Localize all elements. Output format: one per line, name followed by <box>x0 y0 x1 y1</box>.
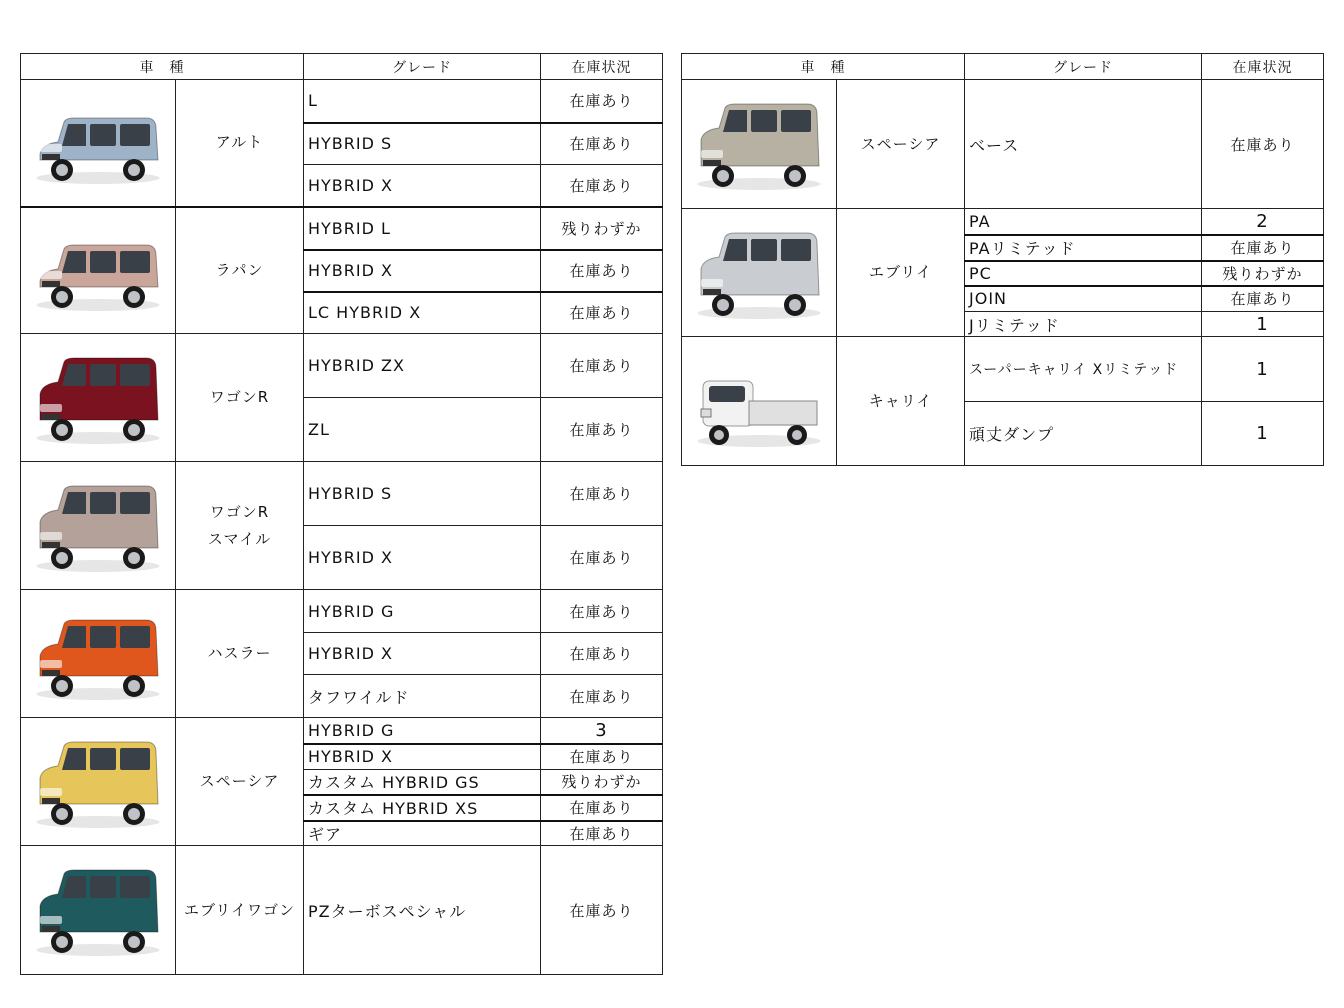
grade-cell: スーパーキャリイ Xリミテッド <box>965 337 1202 402</box>
grade-cell: PC <box>965 261 1202 286</box>
stock-cell: 残りわずか <box>541 770 663 795</box>
header-model: 車 種 <box>21 54 304 80</box>
stock-cell: 在庫あり <box>1202 286 1324 312</box>
stock-cell: 在庫あり <box>541 675 663 718</box>
stock-cell: 在庫あり <box>541 123 663 165</box>
stock-cell: 在庫あり <box>541 795 663 821</box>
stock-cell: 在庫あり <box>541 80 663 123</box>
car-name-line1: ワゴンR <box>209 502 270 521</box>
stock-cell: 残りわずか <box>541 207 663 250</box>
grade-cell: PZターボスペシャル <box>304 846 541 975</box>
grade-cell: カスタム HYBRID XS <box>304 795 541 821</box>
grade-cell: ベース <box>965 80 1202 209</box>
grade-cell: HYBRID G <box>304 590 541 633</box>
stock-cell: 在庫あり <box>541 292 663 334</box>
alto-car-photo <box>21 80 176 207</box>
inventory-table-left <box>20 53 663 975</box>
grade-cell: HYBRID S <box>304 123 541 165</box>
table-row <box>682 80 1324 209</box>
grade-cell: HYBRID G <box>304 718 541 744</box>
header-row <box>682 54 1324 80</box>
header-stock: 在庫状況 <box>1202 54 1324 80</box>
stock-cell: 在庫あり <box>541 821 663 846</box>
spacia-base-car-photo <box>682 80 837 209</box>
table-row <box>682 337 1324 402</box>
stock-cell: 在庫あり <box>541 165 663 207</box>
grade-cell: カスタム HYBRID GS <box>304 770 541 795</box>
spacia-car-photo <box>21 718 176 846</box>
grade-cell: L <box>304 80 541 123</box>
inventory-table-right <box>681 53 1324 466</box>
car-name-every-wagon: エブリイワゴン <box>176 846 304 975</box>
grade-cell: HYBRID X <box>304 165 541 207</box>
grade-cell: ZL <box>304 398 541 462</box>
header-model: 車 種 <box>682 54 965 80</box>
stock-cell: 3 <box>541 718 663 744</box>
grade-cell: HYBRID X <box>304 250 541 292</box>
table-row <box>21 718 663 744</box>
stock-cell: 在庫あり <box>1202 235 1324 261</box>
car-name-spacia: スペーシア <box>176 718 304 846</box>
car-name-carry: キャリイ <box>837 337 965 466</box>
stock-cell: 在庫あり <box>541 590 663 633</box>
grade-cell: HYBRID X <box>304 633 541 675</box>
stock-cell: 2 <box>1202 209 1324 235</box>
wagonr-car-photo <box>21 334 176 462</box>
stock-cell: 在庫あり <box>541 633 663 675</box>
grade-cell: HYBRID ZX <box>304 334 541 398</box>
stock-cell: 1 <box>1202 312 1324 337</box>
grade-cell: タフワイルド <box>304 675 541 718</box>
table-row <box>21 590 663 633</box>
wagonr-smile-car-photo <box>21 462 176 590</box>
stock-cell: 在庫あり <box>541 462 663 526</box>
grade-cell: 頑丈ダンプ <box>965 402 1202 466</box>
every-wagon-car-photo <box>21 846 176 975</box>
header-grade: グレード <box>304 54 541 80</box>
car-name-spacia-base: スペーシア <box>837 80 965 209</box>
stock-cell: 在庫あり <box>541 398 663 462</box>
stock-cell: 在庫あり <box>541 846 663 975</box>
lapin-car-photo <box>21 207 176 334</box>
grade-cell: HYBRID X <box>304 744 541 770</box>
stock-cell: 在庫あり <box>541 744 663 770</box>
header-grade: グレード <box>965 54 1202 80</box>
hustler-car-photo <box>21 590 176 718</box>
grade-cell: PAリミテッド <box>965 235 1202 261</box>
every-van-car-photo <box>682 209 837 337</box>
carry-truck-photo <box>682 337 837 466</box>
header-row <box>21 54 663 80</box>
table-row <box>682 209 1324 235</box>
car-name-wagonr-smile <box>176 462 304 590</box>
stock-cell: 在庫あり <box>541 334 663 398</box>
grade-cell: HYBRID S <box>304 462 541 526</box>
table-row <box>21 207 663 250</box>
grade-cell: PA <box>965 209 1202 235</box>
grade-cell: Jリミテッド <box>965 312 1202 337</box>
table-row <box>21 846 663 975</box>
grade-cell: JOIN <box>965 286 1202 312</box>
car-name-lapin: ラパン <box>176 207 304 334</box>
car-name-alto: アルト <box>176 80 304 207</box>
car-name-every: エブリイ <box>837 209 965 337</box>
grade-cell: HYBRID L <box>304 207 541 250</box>
grade-cell: ギア <box>304 821 541 846</box>
grade-cell: HYBRID X <box>304 526 541 590</box>
stock-cell: 在庫あり <box>541 250 663 292</box>
car-name-line2: スマイル <box>207 529 272 548</box>
table-row <box>21 334 663 398</box>
stock-cell: 在庫あり <box>541 526 663 590</box>
stock-cell: 1 <box>1202 337 1324 402</box>
car-name-wagonr: ワゴンR <box>176 334 304 462</box>
stock-cell: 残りわずか <box>1202 261 1324 286</box>
stock-cell: 在庫あり <box>1202 80 1324 209</box>
car-name-hustler: ハスラー <box>176 590 304 718</box>
table-row <box>21 80 663 123</box>
grade-cell: LC HYBRID X <box>304 292 541 334</box>
header-stock: 在庫状況 <box>541 54 663 80</box>
stock-cell: 1 <box>1202 402 1324 466</box>
table-row <box>21 462 663 526</box>
